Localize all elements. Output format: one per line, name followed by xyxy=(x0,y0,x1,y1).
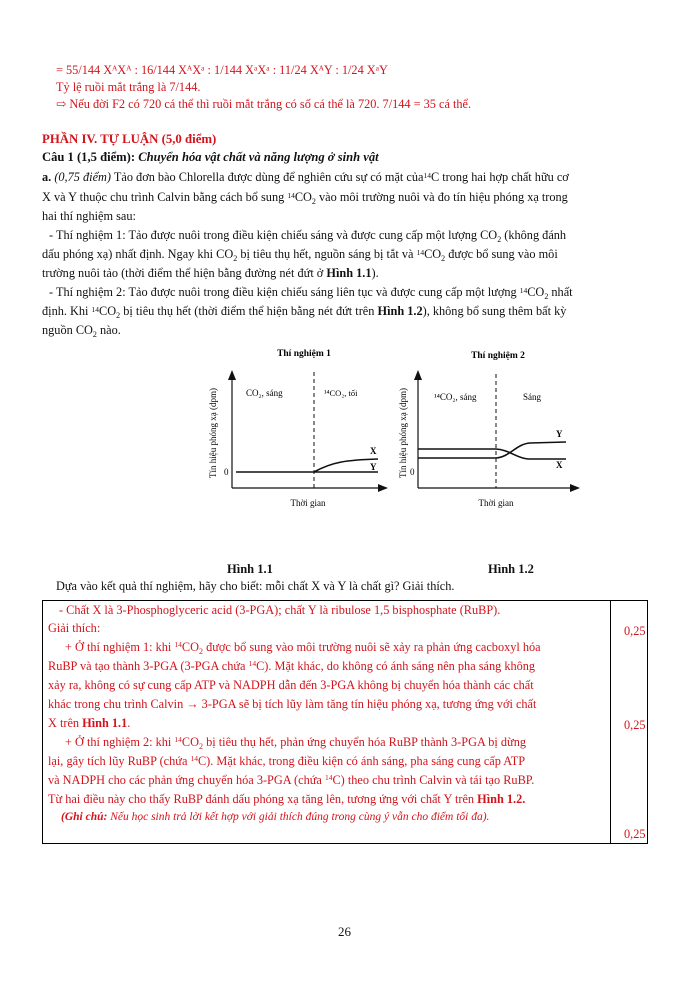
exp1-line-1: - Thí nghiệm 1: Tảo được nuôi trong điều kiện chiếu sáng và được cung cấp một lượng $CO_2$ (không đánh xyxy=(49,228,567,244)
white-eye-ratio-line: Tỷ lệ ruồi mắt trắng là 7/144. xyxy=(56,80,201,94)
conclusion-line: ⇨ Nếu đời F2 có 720 cá thể thì ruồi mắt trắng có số cá thể là 720. 7/144 = 35 cá thể. xyxy=(56,97,472,111)
figure-1-caption: Hình 1.1 xyxy=(227,562,273,576)
exp2-line-2: định. Khi $^{14}CO_2$ bị tiêu thụ hết (thời điểm thể hiện bằng nét đứt trên Hình 1.2), không bổ sung thêm bất kỳ xyxy=(42,304,567,320)
fig2-ylabel: Tín hiệu phóng xạ (dpm) xyxy=(398,388,408,478)
fig2-phase2-label: Sáng xyxy=(523,392,541,402)
score-3: 0,25 xyxy=(624,827,646,841)
fig2-curve-y xyxy=(496,442,566,458)
answer-note: (Ghi chú: Nếu học sinh trả lời kết hợp với giải thích đúng trong cùng ý vẫn cho điểm tối đa). xyxy=(61,811,490,823)
fig2-phase1-label: ¹⁴CO₂, sáng xyxy=(434,392,477,402)
figure-2 xyxy=(390,342,590,512)
fig2-zero: 0 xyxy=(410,467,415,477)
part-a-line-1: a. (0,75 điểm) Tảo đơn bào Chlorella được dùng để nghiên cứu sự có mặt của$^{14}$C trong hai hợp chất hữu cơ xyxy=(42,170,569,184)
table-divider xyxy=(610,601,611,843)
fig1-xlabel: Thời gian xyxy=(290,498,326,508)
answer-line-7: X trên Hình 1.1. xyxy=(48,716,131,730)
fig1-ylabel: Tín hiệu phóng xạ (dpm) xyxy=(208,388,218,478)
fig2-y-arrow xyxy=(414,370,422,380)
fig1-y-arrow xyxy=(228,370,236,380)
answer-table xyxy=(42,600,648,844)
answer-line-10: và NADPH cho các phản ứng chuyển hóa 3-PGA (chứa $^{14}$C) theo chu trình Calvin và tái tạo RuBP. xyxy=(48,773,535,787)
answer-line-11: Từ hai điều này cho thấy RuBP đánh dấu phóng xạ tăng lên, tương ứng với chất Y trên Hình 1.2. xyxy=(48,792,526,806)
part-heading: PHẦN IV. TỰ LUẬN (5,0 điểm) xyxy=(42,132,217,146)
fig2-x-arrow xyxy=(570,484,580,492)
answer-line-8: + Ở thí nghiệm 2: khi $^{14}CO_2$ bị tiêu thụ hết, phản ứng chuyển hóa RuBP thành 3-PGA bị dừng xyxy=(65,735,527,751)
page-number: 26 xyxy=(338,924,351,939)
answer-line-5: xảy ra, không có sự cung cấp ATP và NADPH dẫn đến 3-PGA không bị chuyển hóa thành các chất xyxy=(48,678,534,692)
exp1-line-3: trường nuôi tảo (thời điểm thể hiện bằng đường nét đứt ở Hình 1.1). xyxy=(42,266,379,280)
question-heading xyxy=(42,150,379,165)
answer-line-6: khác trong chu trình Calvin → 3-PGA sẽ bị tích lũy làm tăng tín hiệu phóng xạ, tương ứng với chất xyxy=(48,697,537,711)
fig2-xlabel: Thời gian xyxy=(478,498,514,508)
score-2: 0,25 xyxy=(624,718,646,732)
score-1: 0,25 xyxy=(624,624,646,638)
fig1-label-x: X xyxy=(370,446,377,456)
answer-line-2: Giải thích: xyxy=(48,621,101,635)
question-number: Câu 1 (1,5 điểm): xyxy=(42,150,136,164)
part-a-line-2: X và Y thuộc chu trình Calvin bằng cách bổ sung $^{14}CO_2$ vào môi trường nuôi và đo tín hiệu phóng xạ trong xyxy=(42,190,568,206)
exp2-line-1: - Thí nghiệm 2: Tảo được nuôi trong điều kiện chiếu sáng liên tục và được cung cấp một lượng $^{14}CO_2$ nhất xyxy=(49,285,573,301)
figure-1 xyxy=(200,342,390,512)
answer-line-9: lại, gây tích lũy RuBP (chứa $^{14}$C). Mặt khác, trong điều kiện có ánh sáng, pha sáng cung cấp ATP xyxy=(48,754,526,768)
fig2-label-y: Y xyxy=(556,429,563,439)
exp2-line-3: nguồn $CO_2$ nào. xyxy=(42,323,121,339)
exp1-line-2: dấu phóng xạ) nhất định. Ngay khi $CO_2$ bị tiêu thụ hết, nguồn sáng bị tắt và $^{14}CO_2$ được bổ sung vào môi xyxy=(42,247,558,263)
fig1-phase1-label: CO₂, sáng xyxy=(246,388,283,398)
part-a-line-3: hai thí nghiệm sau: xyxy=(42,209,136,223)
genotype-ratio-line: = 55/144 XᴬXᴬ : 16/144 XᴬXᵃ : 1/144 XᵃXᵃ : 11/24 XᴬY : 1/24 XᵃY xyxy=(56,63,388,77)
fig1-label-y: Y xyxy=(370,462,377,472)
answer-line-4: RuBP và tạo thành 3-PGA (3-PGA chứa $^{14}$C). Mặt khác, do không có ánh sáng nên pha sáng không xyxy=(48,659,536,673)
question-title: Chuyển hóa vật chất và năng lượng ở sinh vật xyxy=(138,150,379,164)
fig2-title: Thí nghiệm 2 xyxy=(471,351,525,361)
answer-line-1: - Chất X là 3-Phosphoglyceric acid (3-PGA); chất Y là ribulose 1,5 bisphosphate (RuBP). xyxy=(59,603,501,617)
fig1-curve-x xyxy=(314,459,378,472)
answer-line-3: + Ở thí nghiệm 1: khi $^{14}CO_2$ được bổ sung vào môi trường nuôi sẽ xảy ra phản ứng cacboxyl hóa xyxy=(65,640,541,656)
fig1-zero: 0 xyxy=(224,467,229,477)
points-label: (0,75 điểm) xyxy=(54,170,111,184)
fig2-label-x: X xyxy=(556,460,563,470)
question-prompt: Dựa vào kết quả thí nghiệm, hãy cho biết: mỗi chất X và Y là chất gì? Giải thích. xyxy=(56,579,455,593)
fig1-phase2-label: ¹⁴CO₂, tối xyxy=(324,388,358,398)
fig1-x-arrow xyxy=(378,484,388,492)
figure-2-caption: Hình 1.2 xyxy=(488,562,534,576)
fig1-title: Thí nghiệm 1 xyxy=(277,349,331,359)
